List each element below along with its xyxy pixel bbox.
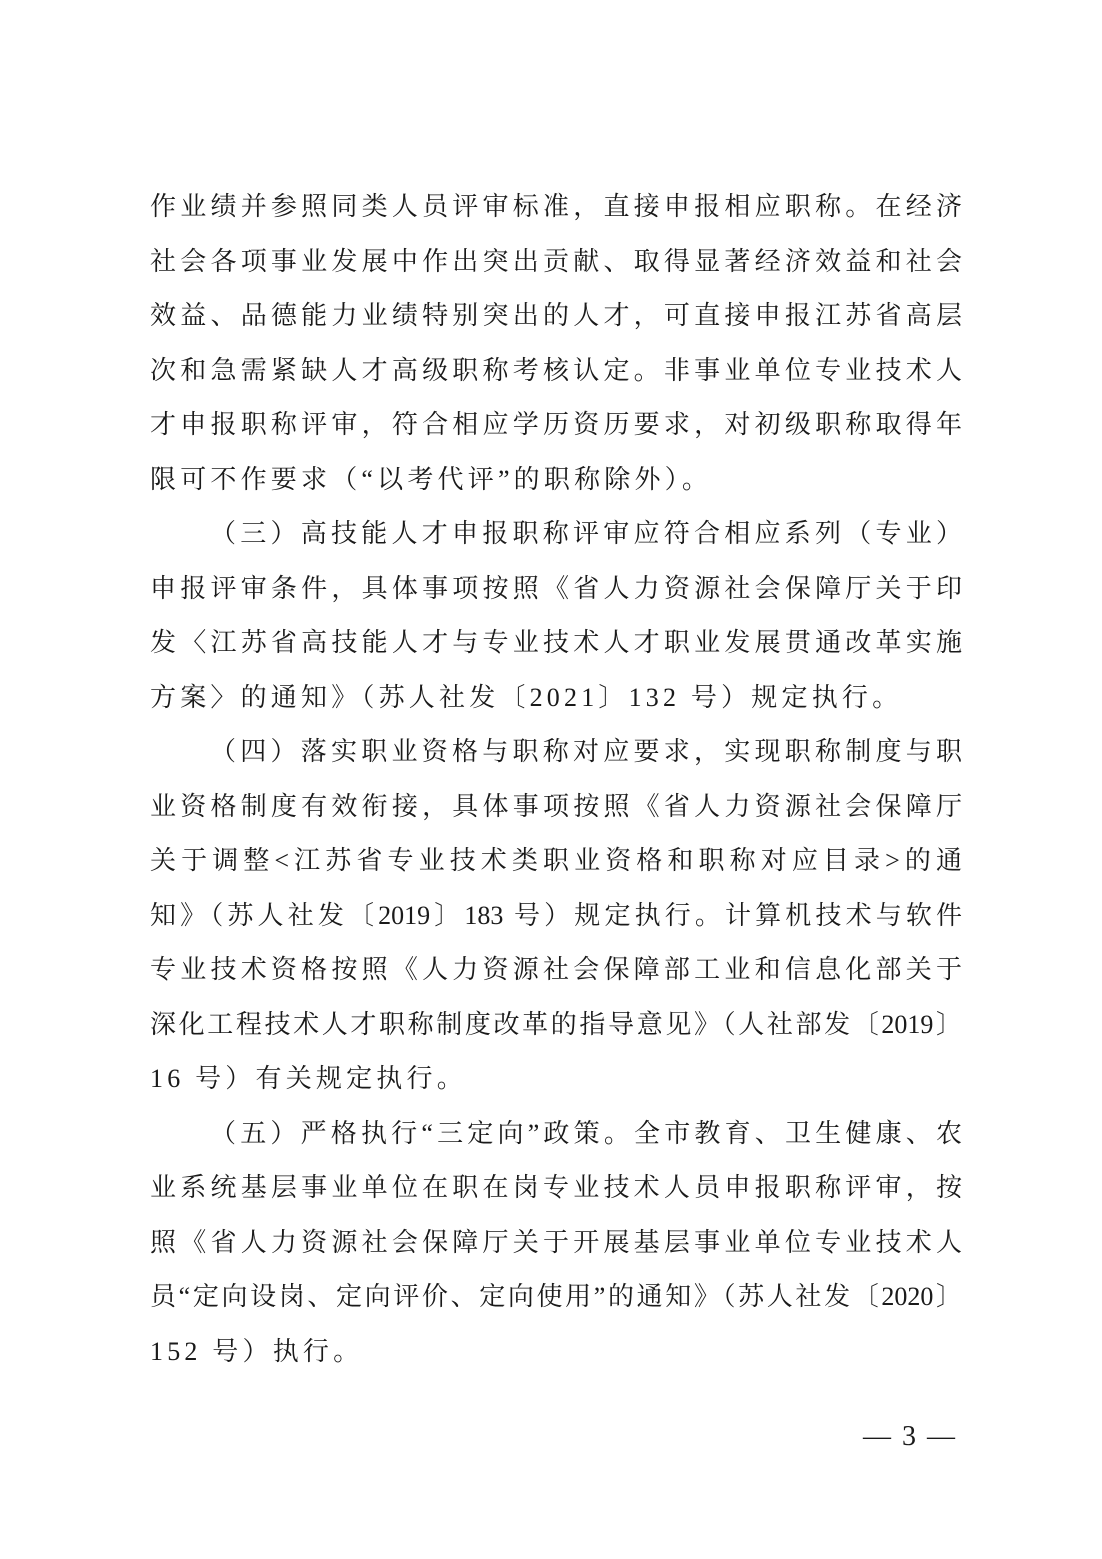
text-line: 才申报职称评审，符合相应学历资历要求，对初级职称取得年 bbox=[150, 410, 962, 439]
text-line: 业资格制度有效衔接，具体事项按照《省人力资源社会保障厅 bbox=[150, 791, 962, 821]
text-line: 关于调整<江苏省专业技术类职业资格和职称对应目录>的通 bbox=[150, 846, 962, 875]
text-line: 次和急需紧缺人才高级职称考核认定。非事业单位专业技术人 bbox=[150, 355, 962, 385]
text-line: 业系统基层事业单位在职在岗专业技术人员申报职称评审，按 bbox=[150, 1173, 962, 1202]
text-line: 专业技术资格按照《人力资源社会保障部工业和信息化部关于 bbox=[150, 955, 962, 984]
text-line: （三）高技能人才申报职称评审应符合相应系列（专业） bbox=[210, 519, 962, 548]
text-line: 深化工程技术人才职称制度改革的指导意见》（人社部发〔2019〕 bbox=[150, 1009, 962, 1039]
text-line: 方案〉的通知》（苏人社发〔2021〕132 号）规定执行。 bbox=[150, 682, 903, 712]
text-line: （四）落实职业资格与职称对应要求，实现职称制度与职 bbox=[210, 737, 962, 766]
text-line: 作业绩并参照同类人员评审标准，直接申报相应职称。在经济 bbox=[150, 192, 962, 221]
text-line: 社会各项事业发展中作出突出贡献、取得显著经济效益和社会 bbox=[150, 246, 962, 276]
text-line: 知》（苏人社发〔2019〕183 号）规定执行。计算机技术与软件 bbox=[150, 900, 962, 930]
text-line: 申报评审条件，具体事项按照《省人力资源社会保障厅关于印 bbox=[150, 573, 962, 603]
document-body bbox=[150, 180, 962, 1379]
text-line: （五）严格执行“三定向”政策。全市教育、卫生健康、农 bbox=[210, 1118, 962, 1148]
text-line: 限可不作要求（“以考代评”的职称除外）。 bbox=[150, 464, 713, 494]
text-line: 16 号）有关规定执行。 bbox=[150, 1064, 467, 1093]
text-line: 发〈江苏省高技能人才与专业技术人才职业发展贯通改革实施 bbox=[150, 628, 962, 657]
text-line: 照《省人力资源社会保障厅关于开展基层事业单位专业技术人 bbox=[150, 1227, 962, 1257]
text-line: 员“定向设岗、定向评价、定向使用”的通知》（苏人社发〔2020〕 bbox=[150, 1282, 962, 1311]
page-number: — 3 — bbox=[863, 1421, 957, 1452]
text-line: 152 号）执行。 bbox=[150, 1336, 364, 1366]
text-line: 效益、品德能力业绩特别突出的人才，可直接申报江苏省高层 bbox=[150, 301, 962, 330]
